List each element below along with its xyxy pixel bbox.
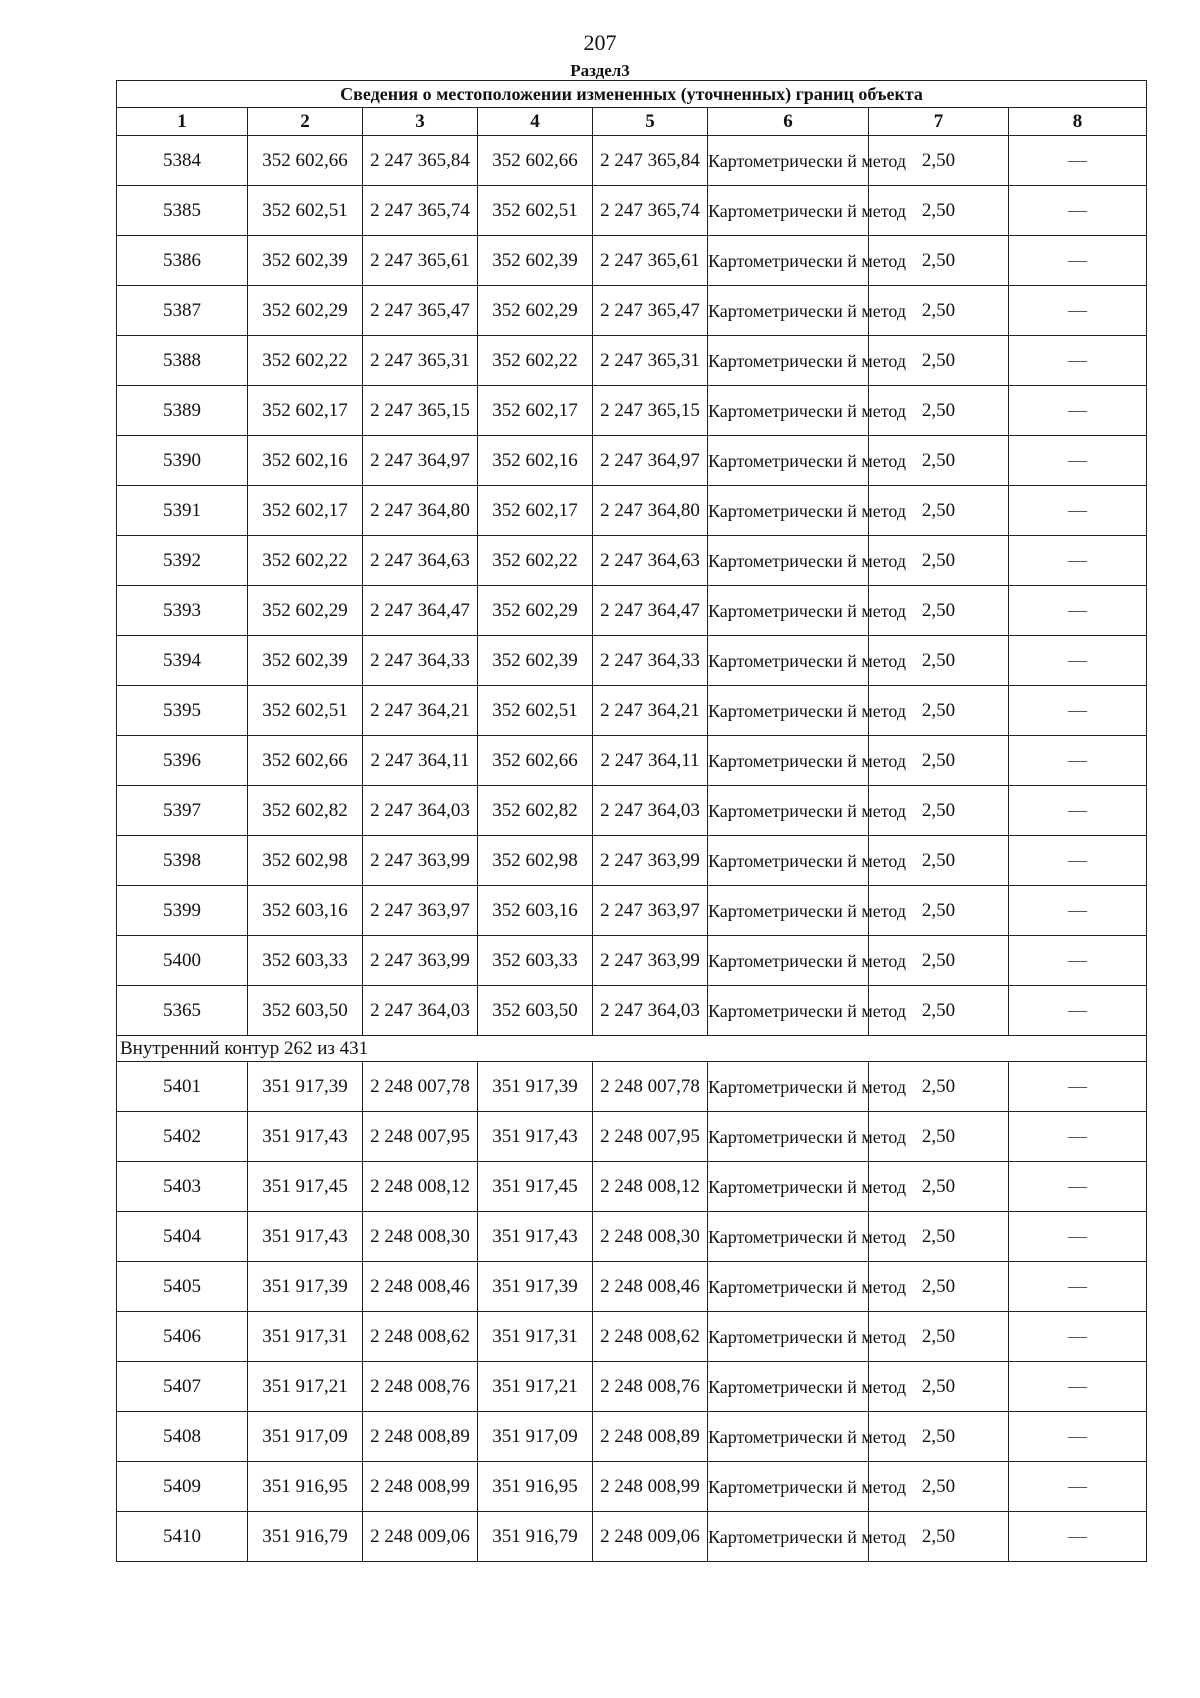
accuracy-cell: 2,50 bbox=[869, 286, 1009, 336]
table-row bbox=[117, 886, 1147, 936]
x-old-cell: 352 602,22 bbox=[248, 336, 363, 386]
page-number: 207 bbox=[583, 30, 617, 55]
table-row bbox=[117, 1262, 1147, 1312]
description-cell: — bbox=[1009, 1112, 1147, 1162]
x-new-cell: 352 602,22 bbox=[478, 536, 593, 586]
description-cell: — bbox=[1009, 186, 1147, 236]
x-old-cell: 351 917,43 bbox=[248, 1112, 363, 1162]
column-number: 3 bbox=[363, 108, 478, 136]
column-number: 7 bbox=[869, 108, 1009, 136]
table-body bbox=[117, 136, 1147, 1562]
y-old-cell: 2 247 363,99 bbox=[363, 836, 478, 886]
accuracy-cell: 2,50 bbox=[869, 636, 1009, 686]
table-row bbox=[117, 1462, 1147, 1512]
accuracy-cell: 2,50 bbox=[869, 786, 1009, 836]
x-old-cell: 352 602,17 bbox=[248, 486, 363, 536]
description-cell: — bbox=[1009, 886, 1147, 936]
y-new-cell: 2 248 008,89 bbox=[593, 1412, 708, 1462]
x-old-cell: 351 916,95 bbox=[248, 1462, 363, 1512]
x-new-cell: 352 603,16 bbox=[478, 886, 593, 936]
description-cell: — bbox=[1009, 336, 1147, 386]
y-new-cell: 2 248 008,12 bbox=[593, 1162, 708, 1212]
x-old-cell: 351 917,39 bbox=[248, 1262, 363, 1312]
table-row bbox=[117, 186, 1147, 236]
y-old-cell: 2 247 364,03 bbox=[363, 986, 478, 1036]
contour-label: Внутренний контур 262 из 431 bbox=[117, 1036, 1147, 1062]
point-number-cell: 5399 bbox=[117, 886, 248, 936]
method-cell: Картометрически й метод bbox=[708, 736, 869, 786]
y-old-cell: 2 247 364,80 bbox=[363, 486, 478, 536]
x-new-cell: 351 917,21 bbox=[478, 1362, 593, 1412]
x-new-cell: 352 602,39 bbox=[478, 636, 593, 686]
accuracy-cell: 2,50 bbox=[869, 1312, 1009, 1362]
method-cell: Картометрически й метод bbox=[708, 1312, 869, 1362]
accuracy-cell: 2,50 bbox=[869, 1112, 1009, 1162]
table-row bbox=[117, 436, 1147, 486]
x-old-cell: 352 602,29 bbox=[248, 286, 363, 336]
description-cell: — bbox=[1009, 986, 1147, 1036]
x-old-cell: 352 602,51 bbox=[248, 186, 363, 236]
method-cell: Картометрически й метод bbox=[708, 536, 869, 586]
x-old-cell: 352 602,29 bbox=[248, 586, 363, 636]
y-new-cell: 2 248 008,62 bbox=[593, 1312, 708, 1362]
y-old-cell: 2 247 365,61 bbox=[363, 236, 478, 286]
point-number-cell: 5365 bbox=[117, 986, 248, 1036]
method-cell: Картометрически й метод bbox=[708, 1262, 869, 1312]
point-number-cell: 5398 bbox=[117, 836, 248, 886]
y-new-cell: 2 248 008,30 bbox=[593, 1212, 708, 1262]
y-old-cell: 2 247 365,31 bbox=[363, 336, 478, 386]
x-new-cell: 352 602,66 bbox=[478, 736, 593, 786]
table-row bbox=[117, 336, 1147, 386]
x-new-cell: 351 917,09 bbox=[478, 1412, 593, 1462]
y-new-cell: 2 247 364,33 bbox=[593, 636, 708, 686]
y-new-cell: 2 247 365,15 bbox=[593, 386, 708, 436]
y-new-cell: 2 247 365,31 bbox=[593, 336, 708, 386]
x-new-cell: 352 602,51 bbox=[478, 186, 593, 236]
method-cell: Картометрически й метод bbox=[708, 636, 869, 686]
y-new-cell: 2 247 363,97 bbox=[593, 886, 708, 936]
column-number: 8 bbox=[1009, 108, 1147, 136]
y-old-cell: 2 247 364,97 bbox=[363, 436, 478, 486]
description-cell: — bbox=[1009, 786, 1147, 836]
y-new-cell: 2 248 008,76 bbox=[593, 1362, 708, 1412]
section-label: Раздел3 bbox=[570, 61, 630, 80]
accuracy-cell: 2,50 bbox=[869, 1262, 1009, 1312]
description-cell: — bbox=[1009, 136, 1147, 186]
x-old-cell: 351 917,39 bbox=[248, 1062, 363, 1112]
point-number-cell: 5385 bbox=[117, 186, 248, 236]
y-old-cell: 2 248 008,76 bbox=[363, 1362, 478, 1412]
x-old-cell: 351 917,43 bbox=[248, 1212, 363, 1262]
column-number: 2 bbox=[248, 108, 363, 136]
x-new-cell: 352 602,29 bbox=[478, 586, 593, 636]
x-new-cell: 352 602,17 bbox=[478, 486, 593, 536]
x-new-cell: 351 917,43 bbox=[478, 1212, 593, 1262]
point-number-cell: 5389 bbox=[117, 386, 248, 436]
column-number: 6 bbox=[708, 108, 869, 136]
table-row bbox=[117, 636, 1147, 686]
x-new-cell: 352 603,33 bbox=[478, 936, 593, 986]
x-new-cell: 352 603,50 bbox=[478, 986, 593, 1036]
accuracy-cell: 2,50 bbox=[869, 236, 1009, 286]
accuracy-cell: 2,50 bbox=[869, 836, 1009, 886]
point-number-cell: 5396 bbox=[117, 736, 248, 786]
y-old-cell: 2 248 008,99 bbox=[363, 1462, 478, 1512]
method-cell: Картометрически й метод bbox=[708, 1362, 869, 1412]
accuracy-cell: 2,50 bbox=[869, 1412, 1009, 1462]
boundary-coordinates-table bbox=[116, 80, 1147, 1562]
table-row bbox=[117, 1112, 1147, 1162]
accuracy-cell: 2,50 bbox=[869, 936, 1009, 986]
y-old-cell: 2 248 008,46 bbox=[363, 1262, 478, 1312]
y-new-cell: 2 248 007,95 bbox=[593, 1112, 708, 1162]
y-new-cell: 2 247 364,47 bbox=[593, 586, 708, 636]
description-cell: — bbox=[1009, 1312, 1147, 1362]
point-number-cell: 5402 bbox=[117, 1112, 248, 1162]
method-cell: Картометрически й метод bbox=[708, 436, 869, 486]
y-old-cell: 2 247 363,99 bbox=[363, 936, 478, 986]
accuracy-cell: 2,50 bbox=[869, 986, 1009, 1036]
y-old-cell: 2 247 365,74 bbox=[363, 186, 478, 236]
method-cell: Картометрически й метод bbox=[708, 836, 869, 886]
y-old-cell: 2 247 364,03 bbox=[363, 786, 478, 836]
table-row bbox=[117, 1412, 1147, 1462]
accuracy-cell: 2,50 bbox=[869, 586, 1009, 636]
x-old-cell: 352 602,98 bbox=[248, 836, 363, 886]
description-cell: — bbox=[1009, 736, 1147, 786]
description-cell: — bbox=[1009, 836, 1147, 886]
x-old-cell: 352 602,16 bbox=[248, 436, 363, 486]
accuracy-cell: 2,50 bbox=[869, 1162, 1009, 1212]
description-cell: — bbox=[1009, 236, 1147, 286]
accuracy-cell: 2,50 bbox=[869, 1062, 1009, 1112]
method-cell: Картометрически й метод bbox=[708, 586, 869, 636]
x-new-cell: 351 916,95 bbox=[478, 1462, 593, 1512]
point-number-cell: 5387 bbox=[117, 286, 248, 336]
y-new-cell: 2 247 365,61 bbox=[593, 236, 708, 286]
method-cell: Картометрически й метод bbox=[708, 986, 869, 1036]
x-new-cell: 352 602,16 bbox=[478, 436, 593, 486]
accuracy-cell: 2,50 bbox=[869, 886, 1009, 936]
point-number-cell: 5404 bbox=[117, 1212, 248, 1262]
method-cell: Картометрически й метод bbox=[708, 686, 869, 736]
table-row bbox=[117, 686, 1147, 736]
table-row bbox=[117, 586, 1147, 636]
x-new-cell: 352 602,29 bbox=[478, 286, 593, 336]
y-old-cell: 2 247 364,11 bbox=[363, 736, 478, 786]
y-new-cell: 2 247 364,97 bbox=[593, 436, 708, 486]
method-cell: Картометрически й метод bbox=[708, 1462, 869, 1512]
x-new-cell: 352 602,51 bbox=[478, 686, 593, 736]
method-cell: Картометрически й метод bbox=[708, 186, 869, 236]
description-cell: — bbox=[1009, 686, 1147, 736]
point-number-cell: 5409 bbox=[117, 1462, 248, 1512]
y-new-cell: 2 248 007,78 bbox=[593, 1062, 708, 1112]
description-cell: — bbox=[1009, 486, 1147, 536]
accuracy-cell: 2,50 bbox=[869, 1212, 1009, 1262]
contour-label-row bbox=[117, 1036, 1147, 1062]
x-new-cell: 352 602,98 bbox=[478, 836, 593, 886]
method-cell: Картометрически й метод bbox=[708, 1112, 869, 1162]
accuracy-cell: 2,50 bbox=[869, 486, 1009, 536]
x-new-cell: 352 602,82 bbox=[478, 786, 593, 836]
method-cell: Картометрически й метод bbox=[708, 1412, 869, 1462]
description-cell: — bbox=[1009, 286, 1147, 336]
x-new-cell: 351 917,39 bbox=[478, 1062, 593, 1112]
method-cell: Картометрически й метод bbox=[708, 286, 869, 336]
method-cell: Картометрически й метод bbox=[708, 386, 869, 436]
point-number-cell: 5386 bbox=[117, 236, 248, 286]
y-new-cell: 2 248 008,46 bbox=[593, 1262, 708, 1312]
y-new-cell: 2 248 009,06 bbox=[593, 1512, 708, 1562]
y-new-cell: 2 247 364,03 bbox=[593, 986, 708, 1036]
point-number-cell: 5392 bbox=[117, 536, 248, 586]
y-new-cell: 2 247 364,11 bbox=[593, 736, 708, 786]
method-cell: Картометрически й метод bbox=[708, 1212, 869, 1262]
table-row bbox=[117, 1312, 1147, 1362]
y-old-cell: 2 247 365,84 bbox=[363, 136, 478, 186]
y-old-cell: 2 247 365,47 bbox=[363, 286, 478, 336]
x-new-cell: 351 917,31 bbox=[478, 1312, 593, 1362]
point-number-cell: 5403 bbox=[117, 1162, 248, 1212]
x-old-cell: 351 917,09 bbox=[248, 1412, 363, 1462]
accuracy-cell: 2,50 bbox=[869, 686, 1009, 736]
table-row bbox=[117, 536, 1147, 586]
x-old-cell: 351 917,31 bbox=[248, 1312, 363, 1362]
method-cell: Картометрически й метод bbox=[708, 936, 869, 986]
accuracy-cell: 2,50 bbox=[869, 1362, 1009, 1412]
y-old-cell: 2 248 008,62 bbox=[363, 1312, 478, 1362]
column-number: 1 bbox=[117, 108, 248, 136]
y-old-cell: 2 247 364,47 bbox=[363, 586, 478, 636]
y-new-cell: 2 247 365,84 bbox=[593, 136, 708, 186]
x-old-cell: 352 602,82 bbox=[248, 786, 363, 836]
y-old-cell: 2 247 365,15 bbox=[363, 386, 478, 436]
table-row bbox=[117, 1162, 1147, 1212]
point-number-cell: 5400 bbox=[117, 936, 248, 986]
accuracy-cell: 2,50 bbox=[869, 1512, 1009, 1562]
x-old-cell: 352 602,22 bbox=[248, 536, 363, 586]
method-cell: Картометрически й метод bbox=[708, 1512, 869, 1562]
table-row bbox=[117, 286, 1147, 336]
point-number-cell: 5406 bbox=[117, 1312, 248, 1362]
x-old-cell: 352 602,17 bbox=[248, 386, 363, 436]
x-old-cell: 352 603,50 bbox=[248, 986, 363, 1036]
point-number-cell: 5394 bbox=[117, 636, 248, 686]
y-new-cell: 2 247 365,74 bbox=[593, 186, 708, 236]
x-old-cell: 351 917,45 bbox=[248, 1162, 363, 1212]
accuracy-cell: 2,50 bbox=[869, 436, 1009, 486]
method-cell: Картометрически й метод bbox=[708, 136, 869, 186]
table-row bbox=[117, 1212, 1147, 1262]
x-old-cell: 352 603,33 bbox=[248, 936, 363, 986]
table-row bbox=[117, 1062, 1147, 1112]
accuracy-cell: 2,50 bbox=[869, 386, 1009, 436]
y-new-cell: 2 248 008,99 bbox=[593, 1462, 708, 1512]
x-new-cell: 351 917,45 bbox=[478, 1162, 593, 1212]
x-new-cell: 351 917,43 bbox=[478, 1112, 593, 1162]
table-row bbox=[117, 386, 1147, 436]
table-row bbox=[117, 1512, 1147, 1562]
x-new-cell: 352 602,17 bbox=[478, 386, 593, 436]
column-number: 4 bbox=[478, 108, 593, 136]
x-old-cell: 352 602,51 bbox=[248, 686, 363, 736]
method-cell: Картометрически й метод bbox=[708, 1062, 869, 1112]
description-cell: — bbox=[1009, 636, 1147, 686]
point-number-cell: 5401 bbox=[117, 1062, 248, 1112]
accuracy-cell: 2,50 bbox=[869, 1462, 1009, 1512]
x-new-cell: 351 917,39 bbox=[478, 1262, 593, 1312]
table-row bbox=[117, 986, 1147, 1036]
method-cell: Картометрически й метод bbox=[708, 886, 869, 936]
point-number-cell: 5405 bbox=[117, 1262, 248, 1312]
y-old-cell: 2 247 363,97 bbox=[363, 886, 478, 936]
column-number: 5 bbox=[593, 108, 708, 136]
y-new-cell: 2 247 364,63 bbox=[593, 536, 708, 586]
point-number-cell: 5408 bbox=[117, 1412, 248, 1462]
y-old-cell: 2 247 364,63 bbox=[363, 536, 478, 586]
point-number-cell: 5397 bbox=[117, 786, 248, 836]
table-row bbox=[117, 936, 1147, 986]
y-new-cell: 2 247 364,03 bbox=[593, 786, 708, 836]
method-cell: Картометрически й метод bbox=[708, 786, 869, 836]
x-new-cell: 352 602,22 bbox=[478, 336, 593, 386]
y-old-cell: 2 248 008,12 bbox=[363, 1162, 478, 1212]
x-old-cell: 352 602,39 bbox=[248, 636, 363, 686]
point-number-cell: 5391 bbox=[117, 486, 248, 536]
description-cell: — bbox=[1009, 1262, 1147, 1312]
y-old-cell: 2 247 364,21 bbox=[363, 686, 478, 736]
y-new-cell: 2 247 365,47 bbox=[593, 286, 708, 336]
y-new-cell: 2 247 363,99 bbox=[593, 936, 708, 986]
y-old-cell: 2 248 007,95 bbox=[363, 1112, 478, 1162]
y-new-cell: 2 247 364,80 bbox=[593, 486, 708, 536]
point-number-cell: 5393 bbox=[117, 586, 248, 636]
description-cell: — bbox=[1009, 586, 1147, 636]
description-cell: — bbox=[1009, 1412, 1147, 1462]
description-cell: — bbox=[1009, 1362, 1147, 1412]
column-number-row bbox=[117, 108, 1147, 136]
point-number-cell: 5388 bbox=[117, 336, 248, 386]
point-number-cell: 5410 bbox=[117, 1512, 248, 1562]
description-cell: — bbox=[1009, 1062, 1147, 1112]
accuracy-cell: 2,50 bbox=[869, 136, 1009, 186]
x-new-cell: 351 916,79 bbox=[478, 1512, 593, 1562]
x-old-cell: 352 603,16 bbox=[248, 886, 363, 936]
description-cell: — bbox=[1009, 1512, 1147, 1562]
method-cell: Картометрически й метод bbox=[708, 1162, 869, 1212]
description-cell: — bbox=[1009, 1212, 1147, 1262]
method-cell: Картометрически й метод bbox=[708, 336, 869, 386]
x-new-cell: 352 602,66 bbox=[478, 136, 593, 186]
accuracy-cell: 2,50 bbox=[869, 186, 1009, 236]
table-row bbox=[117, 136, 1147, 186]
description-cell: — bbox=[1009, 536, 1147, 586]
y-old-cell: 2 247 364,33 bbox=[363, 636, 478, 686]
table-caption: Сведения о местоположении измененных (уточненных) границ объекта bbox=[117, 81, 1147, 108]
description-cell: — bbox=[1009, 1162, 1147, 1212]
description-cell: — bbox=[1009, 936, 1147, 986]
x-old-cell: 351 917,21 bbox=[248, 1362, 363, 1412]
point-number-cell: 5395 bbox=[117, 686, 248, 736]
x-new-cell: 352 602,39 bbox=[478, 236, 593, 286]
method-cell: Картометрически й метод bbox=[708, 486, 869, 536]
x-old-cell: 351 916,79 bbox=[248, 1512, 363, 1562]
point-number-cell: 5390 bbox=[117, 436, 248, 486]
accuracy-cell: 2,50 bbox=[869, 736, 1009, 786]
description-cell: — bbox=[1009, 436, 1147, 486]
y-old-cell: 2 248 009,06 bbox=[363, 1512, 478, 1562]
description-cell: — bbox=[1009, 386, 1147, 436]
y-new-cell: 2 247 364,21 bbox=[593, 686, 708, 736]
table-row bbox=[117, 1362, 1147, 1412]
method-cell: Картометрически й метод bbox=[708, 236, 869, 286]
description-cell: — bbox=[1009, 1462, 1147, 1512]
point-number-cell: 5407 bbox=[117, 1362, 248, 1412]
accuracy-cell: 2,50 bbox=[869, 536, 1009, 586]
table-row bbox=[117, 836, 1147, 886]
table-row bbox=[117, 236, 1147, 286]
y-old-cell: 2 248 007,78 bbox=[363, 1062, 478, 1112]
table-caption-row bbox=[117, 81, 1147, 108]
y-old-cell: 2 248 008,89 bbox=[363, 1412, 478, 1462]
x-old-cell: 352 602,66 bbox=[248, 136, 363, 186]
point-number-cell: 5384 bbox=[117, 136, 248, 186]
accuracy-cell: 2,50 bbox=[869, 336, 1009, 386]
table-row bbox=[117, 736, 1147, 786]
y-new-cell: 2 247 363,99 bbox=[593, 836, 708, 886]
table-row bbox=[117, 486, 1147, 536]
y-old-cell: 2 248 008,30 bbox=[363, 1212, 478, 1262]
table-row bbox=[117, 786, 1147, 836]
x-old-cell: 352 602,39 bbox=[248, 236, 363, 286]
x-old-cell: 352 602,66 bbox=[248, 736, 363, 786]
